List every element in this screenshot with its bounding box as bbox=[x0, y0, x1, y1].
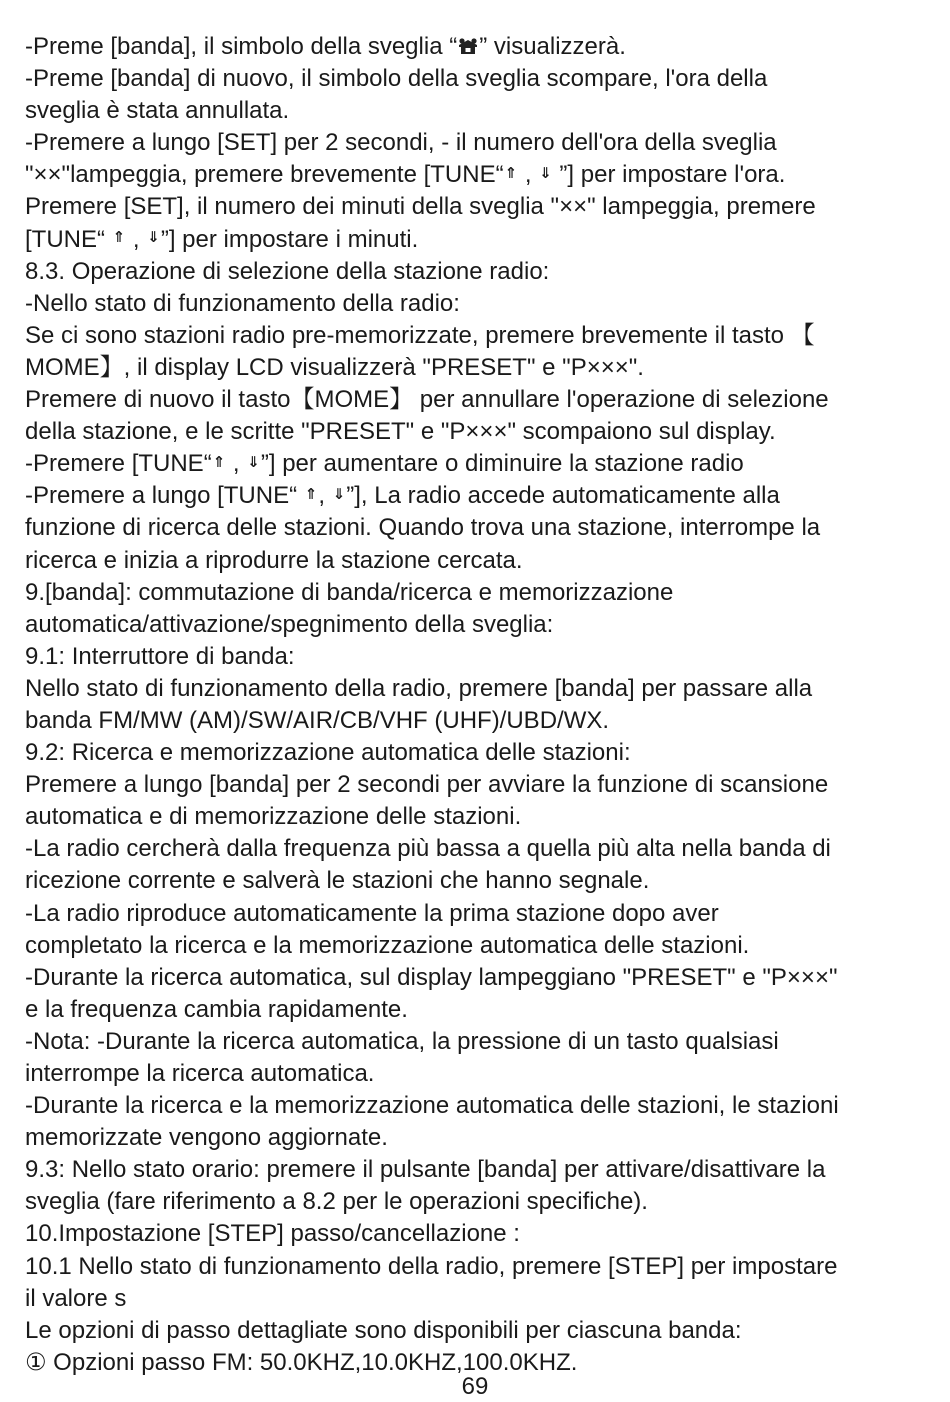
section-heading: automatica/attivazione/spegnimento della sveglia: bbox=[25, 610, 554, 638]
text-line: completato la ricerca e la memorizzazione automatica delle stazioni. bbox=[25, 931, 750, 959]
subsection-heading: 9.2: Ricerca e memorizzazione automatica delle stazioni: bbox=[25, 739, 631, 767]
page-number: 69 bbox=[461, 1373, 489, 1400]
text-line: -Preme [banda] di nuovo, il simbolo della sveglia scompare, l'ora della bbox=[25, 65, 768, 93]
subsection-heading: 9.3: Nello stato orario: premere il pulsante [banda] per attivare/disattivare la bbox=[25, 1156, 826, 1184]
text-line: automatica e di memorizzazione delle stazioni. bbox=[25, 803, 522, 831]
alarm-clock-icon bbox=[458, 37, 478, 55]
down-arrow-icon: ⇓ bbox=[539, 165, 552, 183]
text-line: -Nello stato di funzionamento della radio: bbox=[25, 289, 460, 317]
text-line: banda FM/MW (AM)/SW/AIR/CB/VHF (UHF)/UBD/WX. bbox=[25, 706, 610, 734]
up-arrow-icon: ⇑ bbox=[304, 485, 318, 503]
text-line: ricerca e inizia a riprodurre la stazione cercata. bbox=[25, 546, 523, 574]
text-line: ricezione corrente e salverà le stazioni che hanno segnale. bbox=[25, 867, 650, 895]
section-heading: 10.Impostazione [STEP] passo/cancellazione : bbox=[25, 1220, 520, 1248]
text-line: memorizzate vengono aggiornate. bbox=[25, 1124, 388, 1152]
up-arrow-icon: ⇑ bbox=[504, 165, 518, 183]
text-line: Premere a lungo [banda] per 2 secondi per avviare la funzione di scansione bbox=[25, 771, 829, 799]
text-line: -Premere a lungo [SET] per 2 secondi, - il numero dell'ora della sveglia bbox=[25, 129, 777, 157]
text-line: Se ci sono stazioni radio pre-memorizzate, premere brevemente il tasto 【 bbox=[25, 321, 815, 349]
text-line: e la frequenza cambia rapidamente. bbox=[25, 995, 408, 1023]
up-arrow-icon: ⇑ bbox=[112, 229, 126, 247]
text-line: -Preme [banda], il simbolo della sveglia “ ” visualizzerà. bbox=[25, 33, 626, 60]
text-line: Premere di nuovo il tasto【MOME】 per annullare l'operazione di selezione bbox=[25, 386, 829, 414]
text-line: -Premere [TUNE“⇑ , ⇓”] per aumentare o diminuire la stazione radio bbox=[25, 450, 744, 478]
text-line: sveglia è stata annullata. bbox=[25, 97, 290, 125]
text-line: il valore s bbox=[25, 1284, 127, 1312]
text-line: -Durante la ricerca e la memorizzazione automatica delle stazioni, le stazioni bbox=[25, 1092, 839, 1120]
text-line: -La radio cercherà dalla frequenza più bassa a quella più alta nella banda di bbox=[25, 835, 831, 863]
down-arrow-icon: ⇓ bbox=[147, 229, 160, 247]
text-line: MOME】, il display LCD visualizzerà "PRESET" e "P×××". bbox=[25, 353, 644, 381]
text-line: Premere [SET], il numero dei minuti della sveglia "××" lampeggia, premere bbox=[25, 193, 816, 221]
text-line: "××"lampeggia, premere brevemente [TUNE“⇑ , ⇓ ”] per impostare l'ora. bbox=[25, 161, 786, 189]
subsection-heading: 9.1: Interruttore di banda: bbox=[25, 642, 295, 670]
text-line: interrompe la ricerca automatica. bbox=[25, 1060, 375, 1087]
text-line: -Nota: -Durante la ricerca automatica, la pressione di un tasto qualsiasi bbox=[25, 1027, 779, 1055]
down-arrow-icon: ⇓ bbox=[247, 453, 260, 471]
section-heading: 9.[banda]: commutazione di banda/ricerca e memorizzazione bbox=[25, 578, 674, 606]
text-line: Le opzioni di passo dettagliate sono disponibili per ciascuna banda: bbox=[25, 1316, 742, 1344]
section-heading: 8.3. Operazione di selezione della stazione radio: bbox=[25, 257, 550, 285]
text-line: ① Opzioni passo FM: 50.0KHZ,10.0KHZ,100.0KHZ. bbox=[25, 1348, 578, 1376]
text-line: -La radio riproduce automaticamente la prima stazione dopo aver bbox=[25, 899, 719, 927]
subsection-heading: 10.1 Nello stato di funzionamento della radio, premere [STEP] per impostare bbox=[25, 1252, 838, 1280]
manual-page-body bbox=[25, 31, 935, 1379]
text-line: Nello stato di funzionamento della radio, premere [banda] per passare alla bbox=[25, 674, 813, 702]
up-arrow-icon: ⇑ bbox=[212, 453, 226, 471]
down-arrow-icon: ⇓ bbox=[332, 485, 346, 503]
text-line: sveglia (fare riferimento a 8.2 per le operazioni specifiche). bbox=[25, 1188, 648, 1216]
text-line: -Durante la ricerca automatica, sul display lampeggiano "PRESET" e "P×××" bbox=[25, 963, 838, 991]
text-line: -Premere a lungo [TUNE“ ⇑, ⇓”], La radio accede automaticamente alla bbox=[25, 482, 780, 510]
text-line: della stazione, e le scritte "PRESET" e "P×××" scompaiono sul display. bbox=[25, 418, 776, 446]
text-line: funzione di ricerca delle stazioni. Quando trova una stazione, interrompe la bbox=[25, 514, 821, 542]
text-line: [TUNE“ ⇑ , ⇓”] per impostare i minuti. bbox=[25, 225, 419, 253]
